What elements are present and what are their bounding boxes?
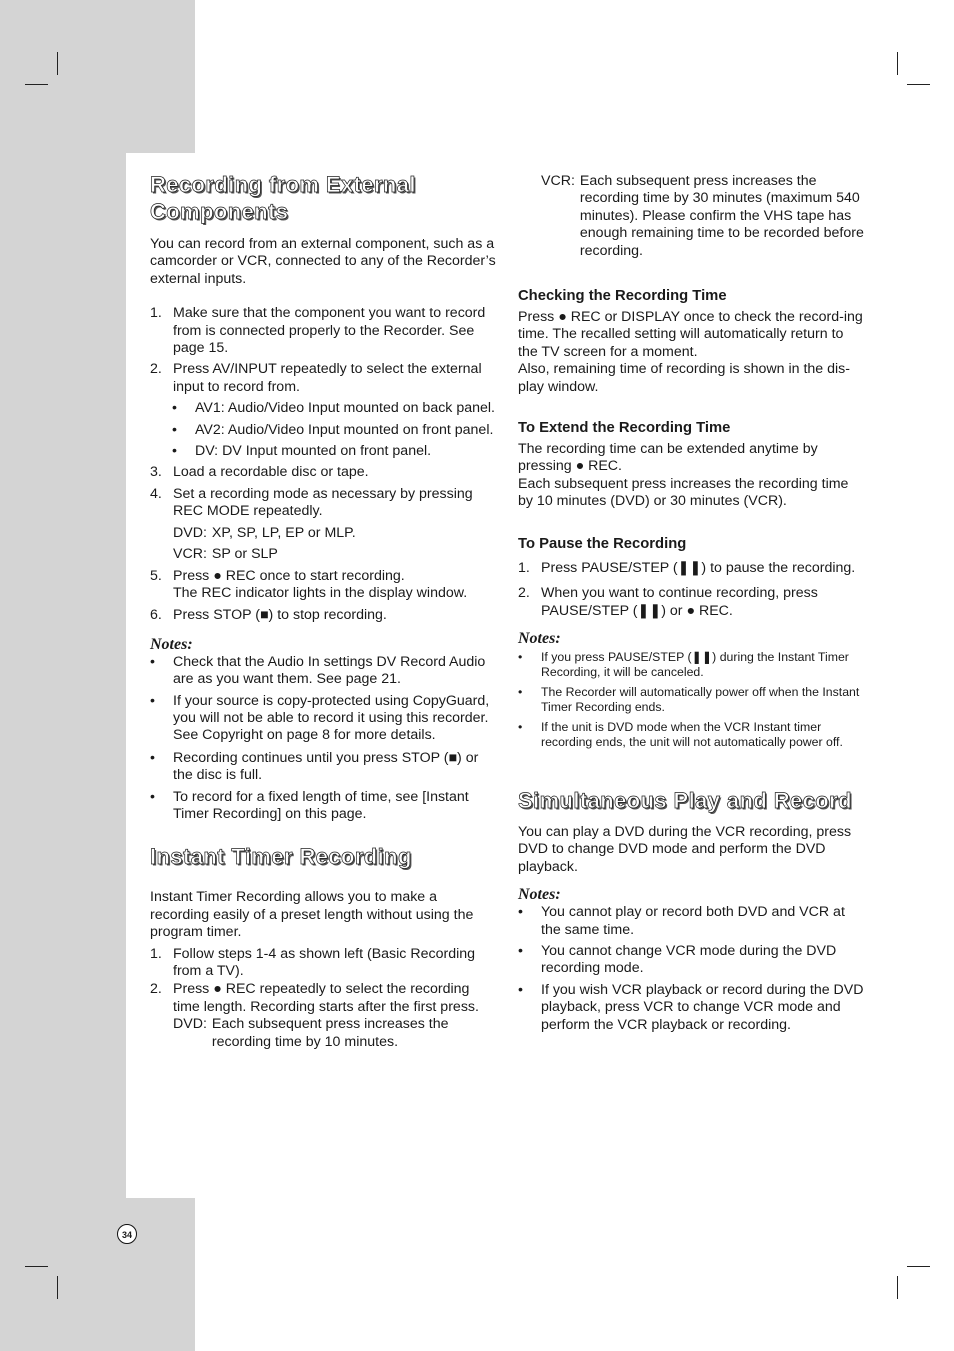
step-number: 3.: [150, 464, 162, 481]
mode-dvd: [173, 525, 498, 542]
step-number: 1.: [150, 945, 162, 962]
extend-text: The recording time can be extended anytime by pressing ● REC.: [518, 441, 818, 475]
note-item: • You cannot change VCR mode during the DVD recording mode.: [518, 943, 864, 978]
crop-mark: [57, 52, 58, 75]
step-item: [150, 946, 498, 981]
margin-band-side: [0, 153, 126, 1198]
step-item: [150, 464, 498, 481]
mode-label: DVD:: [173, 1016, 207, 1033]
right-column: [518, 173, 864, 1034]
step-item: [150, 981, 498, 1051]
instant-dvd: [173, 1016, 498, 1051]
notes-list: [518, 650, 864, 750]
note-item: • If you wish VCR playback or record during the DVD playback, press VCR to change VCR mode and perform the VCR playback or recording.: [518, 982, 864, 1034]
step-item: [150, 607, 498, 624]
crop-mark: [57, 1276, 58, 1299]
note-item: • If the unit is DVD mode when the VCR Instant timer recording ends, the unit will not automatically power off.: [518, 720, 864, 750]
instant-steps: [150, 946, 498, 1051]
note-item: • Recording continues until you press STOP (■) or the disc is full.: [150, 750, 498, 785]
mode-text: XP, SP, LP, EP or MLP.: [211, 524, 356, 541]
step-item: [150, 305, 498, 357]
simultaneous-intro: You can play a DVD during the VCR recording, press DVD to change DVD mode and perform the DVD playback.: [518, 823, 852, 875]
extend-text-2: Each subsequent press increases the recording time by 10 minutes (DVD) or 30 minutes (VCR).: [518, 475, 849, 510]
check-text: Press ● REC or DISPLAY once to check the record-ing time. The recalled setting will automatically return to the TV screen for a moment.: [518, 309, 863, 360]
note-item: • If you press PAUSE/STEP (❚❚) during the Instant Timer Recording, it will be canceled.: [518, 650, 864, 680]
notes-heading: Notes:: [518, 629, 561, 647]
step-number: 1.: [150, 305, 162, 322]
step-number: 5.: [150, 567, 162, 584]
step-item: [150, 361, 498, 396]
notes-list: [150, 654, 498, 824]
step-item: [150, 486, 498, 564]
step-text: Press ● REC once to start recording.: [173, 567, 405, 584]
mode-text: SP or SLP: [211, 546, 278, 563]
check-text-2: Also, remaining time of recording is shown in the dis-play window.: [518, 361, 850, 395]
crop-mark: [25, 1266, 48, 1267]
pause-heading: To Pause the Recording: [518, 535, 687, 552]
step-text: Load a recordable disc or tape.: [173, 464, 369, 481]
mode-label: DVD:: [173, 524, 207, 541]
mode-text: Each subsequent press increases the recording time by 10 minutes.: [211, 1016, 449, 1050]
input-item: • DV: DV Input mounted on front panel.: [150, 443, 498, 460]
mode-label: VCR:: [541, 173, 575, 189]
crop-mark: [907, 1266, 930, 1267]
step-number: 6.: [150, 607, 162, 624]
notes-heading: Notes:: [518, 886, 561, 904]
section-title-simultaneous: Simultaneous Play and Record: [518, 787, 852, 813]
step-item: [150, 568, 498, 603]
step-number: 2.: [150, 981, 162, 998]
input-item: • AV1: Audio/Video Input mounted on back panel.: [150, 400, 498, 417]
instant-vcr: [518, 173, 864, 260]
note-item: • The Recorder will automatically power off when the Instant Timer Recording ends.: [518, 685, 864, 715]
notes-list: [518, 904, 864, 1034]
extend-heading: To Extend the Recording Time: [518, 420, 731, 437]
margin-band-top: [0, 0, 195, 153]
external-steps-cont: [150, 464, 498, 624]
crop-mark: [897, 1276, 898, 1299]
external-steps: [150, 305, 498, 396]
step-item: [518, 585, 864, 620]
step-text: Set a recording mode as necessary by pressing REC MODE repeatedly.: [173, 485, 473, 520]
mode-vcr: [173, 546, 498, 563]
external-intro: You can record from an external component, such as a camcorder or VCR, connected to any of the Recorder’s external inputs.: [150, 236, 496, 287]
step-text: Make sure that the component you want to record from is connected properly to the Recorder. See page 15.: [173, 305, 486, 357]
mode-text: Each subsequent press increases the recording time by 30 minutes (maximum 540 minutes). Please confirm the VHS tape has enough remaining time to be recorded before recording.: [579, 173, 864, 259]
crop-mark: [907, 84, 930, 85]
note-item: • Check that the Audio In settings DV Record Audio are as you want them. See page 21.: [150, 654, 498, 689]
crop-mark: [897, 52, 898, 75]
mode-label: VCR:: [173, 546, 207, 563]
note-item: • You cannot play or record both DVD and VCR at the same time.: [518, 904, 864, 939]
step-item: [518, 560, 864, 577]
step-text: Press PAUSE/STEP (❚❚) to pause the recording.: [541, 559, 856, 576]
left-column: [150, 171, 498, 1051]
step-text: Press ● REC repeatedly to select the recording time length. Recording starts after the first press.: [173, 981, 479, 1015]
step-text: Press STOP (■) to stop recording.: [173, 607, 387, 624]
input-item: • AV2: Audio/Video Input mounted on front panel.: [150, 422, 498, 439]
section-title-external: Recording from External Components: [150, 172, 416, 224]
step-text: Press AV/INPUT repeatedly to select the external input to record from.: [173, 361, 482, 395]
check-heading: Checking the Recording Time: [518, 288, 727, 305]
step-number: 1.: [518, 559, 530, 576]
notes-heading: Notes:: [150, 635, 193, 653]
step-text: When you want to continue recording, press PAUSE/STEP (❚❚) or ● REC.: [541, 585, 818, 619]
step-note: The REC indicator lights in the display window.: [173, 584, 468, 601]
pause-steps: [518, 560, 864, 620]
note-item: • If your source is copy-protected using CopyGuard, you will not be able to record it using this recorder. See Copyright on page 8 for more details.: [150, 693, 498, 745]
input-list: [150, 400, 498, 460]
section-title-instant: Instant Timer Recording: [150, 844, 412, 870]
page-number: 34: [117, 1224, 137, 1244]
instant-intro: Instant Timer Recording allows you to make a recording easily of a preset length without using the program timer.: [150, 889, 474, 941]
step-number: 2.: [150, 361, 162, 378]
margin-band-bottom: [0, 1198, 195, 1351]
step-number: 4.: [150, 485, 162, 502]
step-number: 2.: [518, 585, 530, 602]
note-item: • To record for a fixed length of time, see [Instant Timer Recording] on this page.: [150, 789, 498, 824]
step-text: Follow steps 1-4 as shown left (Basic Recording from a TV).: [173, 945, 476, 979]
crop-mark: [25, 84, 48, 85]
